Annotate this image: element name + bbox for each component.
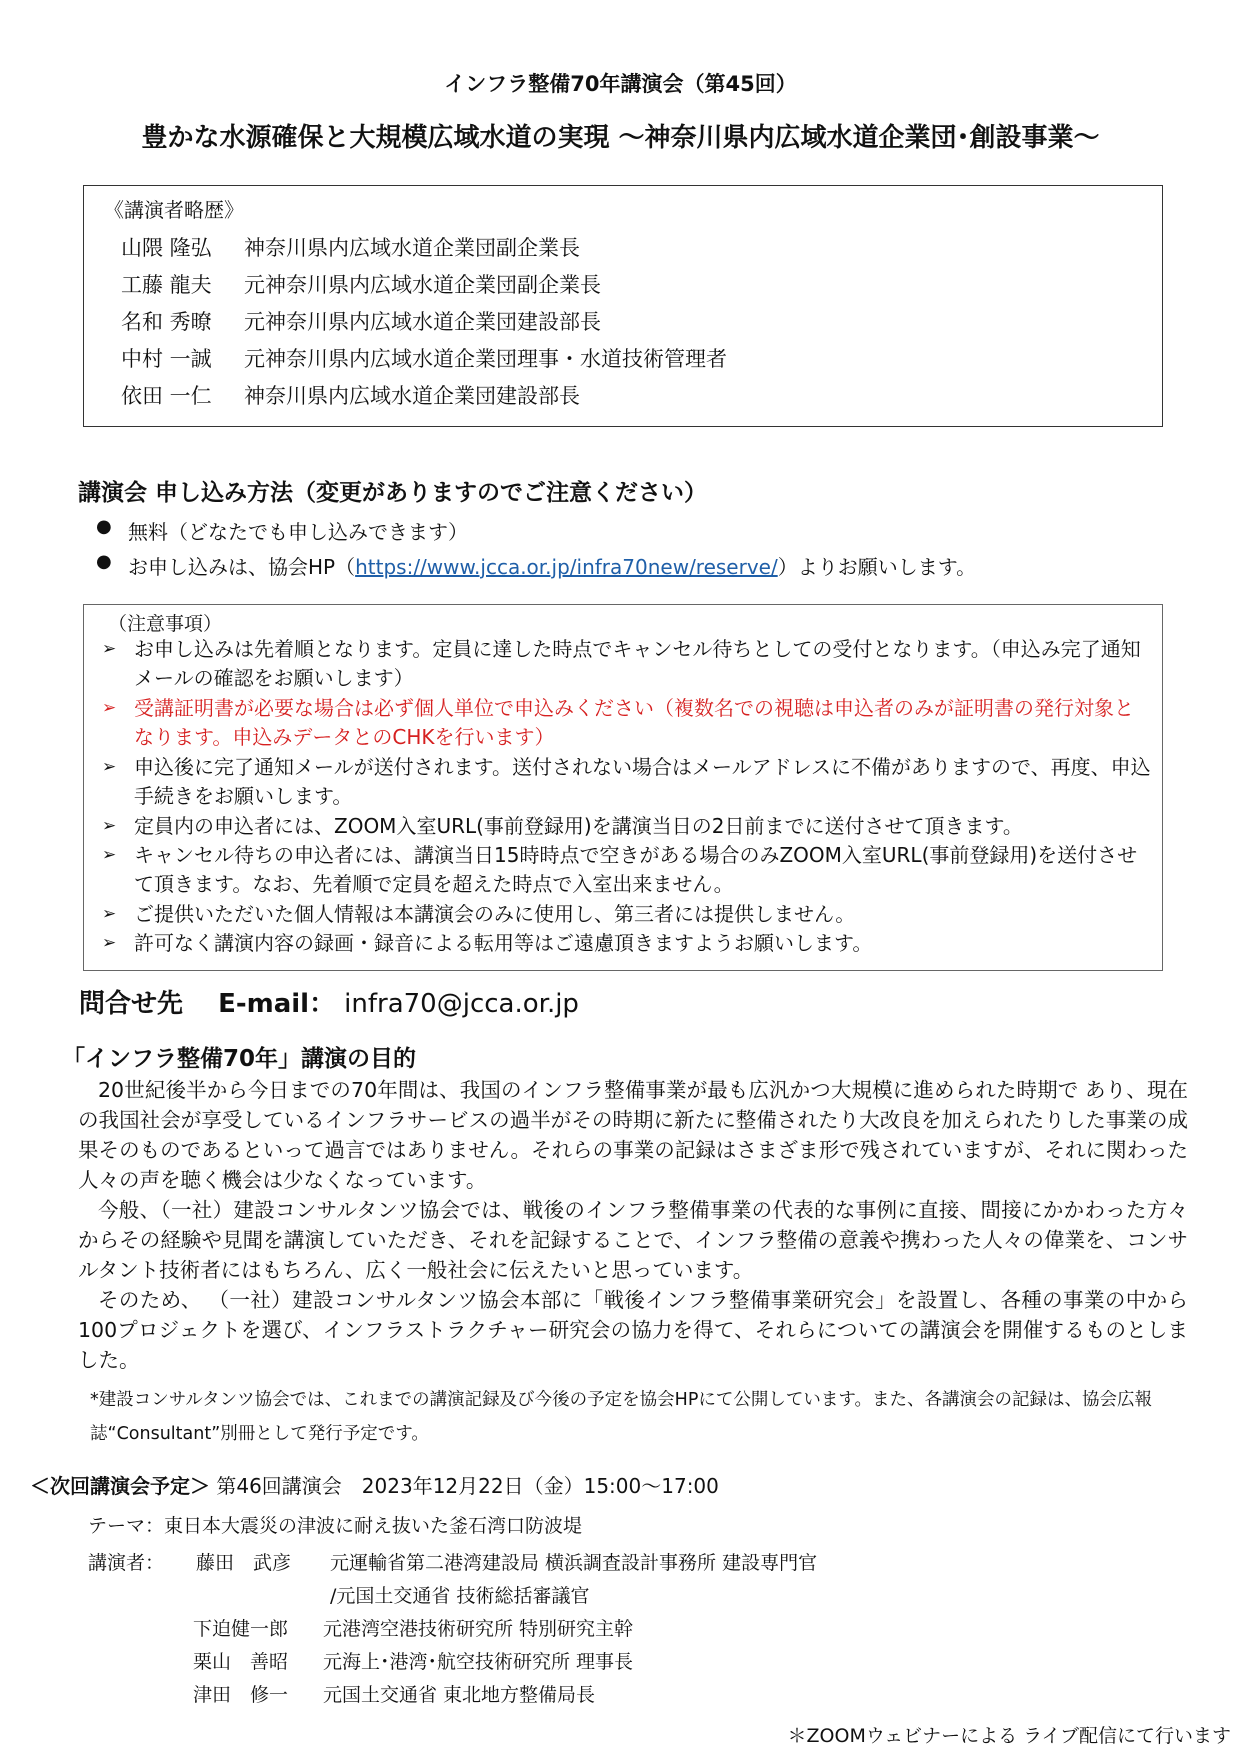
note-item-certificate <box>102 694 1152 752</box>
arrow-bullet-icon: ➢ <box>102 639 117 659</box>
series-title: インフラ整備70年講演会（第45回） <box>444 72 797 96</box>
speaker-name: 山隈 隆弘 <box>121 236 212 260</box>
purpose-paragraph: そのため、 （一社）建設コンサルタンツ協会本部に「戦後インフラ整備事業研究会」を設置し、各種の事業の中から100プロジェクトを選び、インフラストラクチャー研究会の協力を得て、それらについての講演会を開催するものとしました。 <box>78 1288 1188 1372</box>
lecturer-row <box>193 1647 633 1674</box>
reserve-link[interactable]: https://www.jcca.or.jp/infra70new/reserve/ <box>355 555 778 579</box>
speaker-name: 名和 秀暸 <box>121 310 212 334</box>
bullet-hp <box>96 551 976 580</box>
arrow-bullet-icon: ➢ <box>102 816 117 836</box>
lecturer-row <box>196 1548 817 1575</box>
note-item <box>102 929 1152 958</box>
bullet-free <box>96 516 468 545</box>
contact-line <box>79 983 579 1020</box>
note-text: キャンセル待ちの申込者には、講演当日15時時点で空きがある場合のみZOOM入室URL(事前登録用)を送付させて頂きます。なお、先着順で定員を超えた時点で入室出来ません。 <box>134 843 1138 896</box>
purpose-paragraph: 20世紀後半から今日までの70年間は、我国のインフラ整備事業が最も広汎かつ大規模に進められた時期で あり、現在の我国社会が享受しているインフラサービスの過半がその時期に新たに整備されたり大改良を加えられたりした事業の成果そのものであるといって過言ではありません。それらの事業の記録はさまざま形で残されていますが、それに関わった人々の声を聴く機会は少なくなっています。 <box>78 1078 1188 1192</box>
notes-heading: （注意事項） <box>108 613 223 635</box>
application-heading: 講演会 申し込み方法（変更がありますのでご注意ください） <box>78 480 708 506</box>
note-item <box>102 900 1152 929</box>
note-item <box>102 753 1152 811</box>
bullet-dot-icon: ● <box>96 516 112 537</box>
purpose-heading: 「インフラ整備70年」講演の目的 <box>62 1046 417 1072</box>
next-lecture-label: ＜次回講演会予定＞ <box>30 1474 210 1498</box>
bullet-free-text: 無料（どなたでも申し込みできます） <box>128 520 468 544</box>
note-item <box>102 812 1152 841</box>
speaker-name: 工藤 龍夫 <box>121 273 212 297</box>
speaker-name: 中村 一誠 <box>121 347 212 371</box>
note-text: 定員内の申込者には、ZOOM入室URL(事前登録用)を講演当日の2日前までに送付させて頂きます。 <box>134 814 1023 838</box>
next-theme: テーマ：東日本大震災の津波に耐え抜いた釜石湾口防波堤 <box>88 1515 583 1537</box>
note-text: 申込後に完了通知メールが送付されます。送付されない場合はメールアドレスに不備がありますので、再度、申込手続きをお願いします。 <box>134 755 1151 808</box>
speaker-row <box>121 232 580 262</box>
lecturer-row <box>193 1680 595 1707</box>
zoom-note: ＊ZOOMウェビナーによる ライブ配信にて行います <box>787 1725 1231 1747</box>
speaker-row <box>121 269 601 299</box>
contact-email[interactable]: infra70@jcca.or.jp <box>344 989 579 1019</box>
bullet-hp-pre: お申し込みは、協会HP（ <box>128 555 356 579</box>
lecturer-row <box>193 1614 633 1641</box>
next-lecture-info: 第46回講演会 2023年12月22日（金）15:00～17:00 <box>216 1474 719 1498</box>
lecturer-name: 下迫健一郎 <box>193 1618 289 1640</box>
lecturer-row <box>196 1581 589 1608</box>
speaker-name: 依田 一仁 <box>121 384 212 408</box>
speaker-role: 神奈川県内広域水道企業団建設部長 <box>244 384 580 408</box>
lecture-title: 豊かな水源確保と大規模広域水道の実現 ～神奈川県内広域水道企業団･創設事業～ <box>141 123 1100 153</box>
notes-box <box>83 604 1163 971</box>
lecturer-name: 津田 修一 <box>193 1684 289 1706</box>
note-text: 受講証明書が必要な場合は必ず個人単位で申込みください（複数名での視聴は申込者のみが証明書の発行対象となります。申込みデータとのCHKを行います） <box>134 696 1134 749</box>
speaker-row <box>121 343 727 373</box>
bullet-hp-post: ）よりお願いします。 <box>777 555 977 579</box>
arrow-bullet-icon: ➢ <box>102 845 117 865</box>
next-lecture-line <box>30 1470 719 1499</box>
note-text: ご提供いただいた個人情報は本講演会のみに使用し、第三者には提供しません。 <box>134 902 856 926</box>
lecturer-role: 元国土交通省 東北地方整備局長 <box>323 1684 596 1706</box>
note-item <box>102 841 1152 899</box>
note-text: お申し込みは先着順となります。定員に達した時点でキャンセル待ちとしての受付となります。（申込み完了通知メールの確認をお願いします） <box>134 637 1141 690</box>
email-label: E-mail： <box>218 989 336 1019</box>
speaker-role: 元神奈川県内広域水道企業団副企業長 <box>244 273 601 297</box>
bullet-dot-icon: ● <box>96 551 112 572</box>
arrow-bullet-icon: ➢ <box>102 904 117 924</box>
lecturer-role: 元海上･港湾･航空技術研究所 理事長 <box>323 1651 634 1673</box>
arrow-bullet-icon: ➢ <box>102 933 117 953</box>
speaker-row <box>121 380 580 410</box>
speaker-role: 元神奈川県内広域水道企業団理事・水道技術管理者 <box>244 347 727 371</box>
lecturer-name: 藤田 武彦 <box>196 1552 292 1574</box>
speaker-profile-box <box>83 185 1163 427</box>
lecturer-name: 栗山 善昭 <box>193 1651 289 1673</box>
contact-label: 問合せ先 <box>79 989 184 1019</box>
note-item <box>102 635 1152 693</box>
purpose-footnote: *建設コンサルタンツ協会では、これまでの講演記録及び今後の予定を協会HPにて公開しています。また、各講演会の記録は、協会広報誌“Consultant”別冊として発行予定です。 <box>90 1390 1152 1444</box>
lecturer-role: /元国土交通省 技術総括審議官 <box>330 1585 590 1607</box>
lecturers-label: 講演者： <box>88 1552 165 1574</box>
speaker-role: 神奈川県内広域水道企業団副企業長 <box>244 236 580 260</box>
note-text: 許可なく講演内容の録画・録音による転用等はご遠慮頂きますようお願いします。 <box>134 931 873 955</box>
speaker-role: 元神奈川県内広域水道企業団建設部長 <box>244 310 601 334</box>
arrow-bullet-icon: ➢ <box>102 698 117 718</box>
speaker-profile-heading: 《講演者略歴》 <box>104 198 244 222</box>
lecturer-role: 元港湾空港技術研究所 特別研究主幹 <box>323 1618 634 1640</box>
purpose-paragraph: 今般、（一社）建設コンサルタンツ協会では、戦後のインフラ整備事業の代表的な事例に直接、間接にかかわった方々からその経験や見聞を講演していただき、それを記録することで、インフラ整備の意義や携わった人々の偉業を、コンサルタント技術者にはもちろん、広く一般社会に伝えたいと思っています。 <box>78 1198 1188 1282</box>
speaker-row <box>121 306 601 336</box>
lecturer-role: 元運輸省第二港湾建設局 横浜調査設計事務所 建設専門官 <box>330 1552 818 1574</box>
arrow-bullet-icon: ➢ <box>102 757 117 777</box>
